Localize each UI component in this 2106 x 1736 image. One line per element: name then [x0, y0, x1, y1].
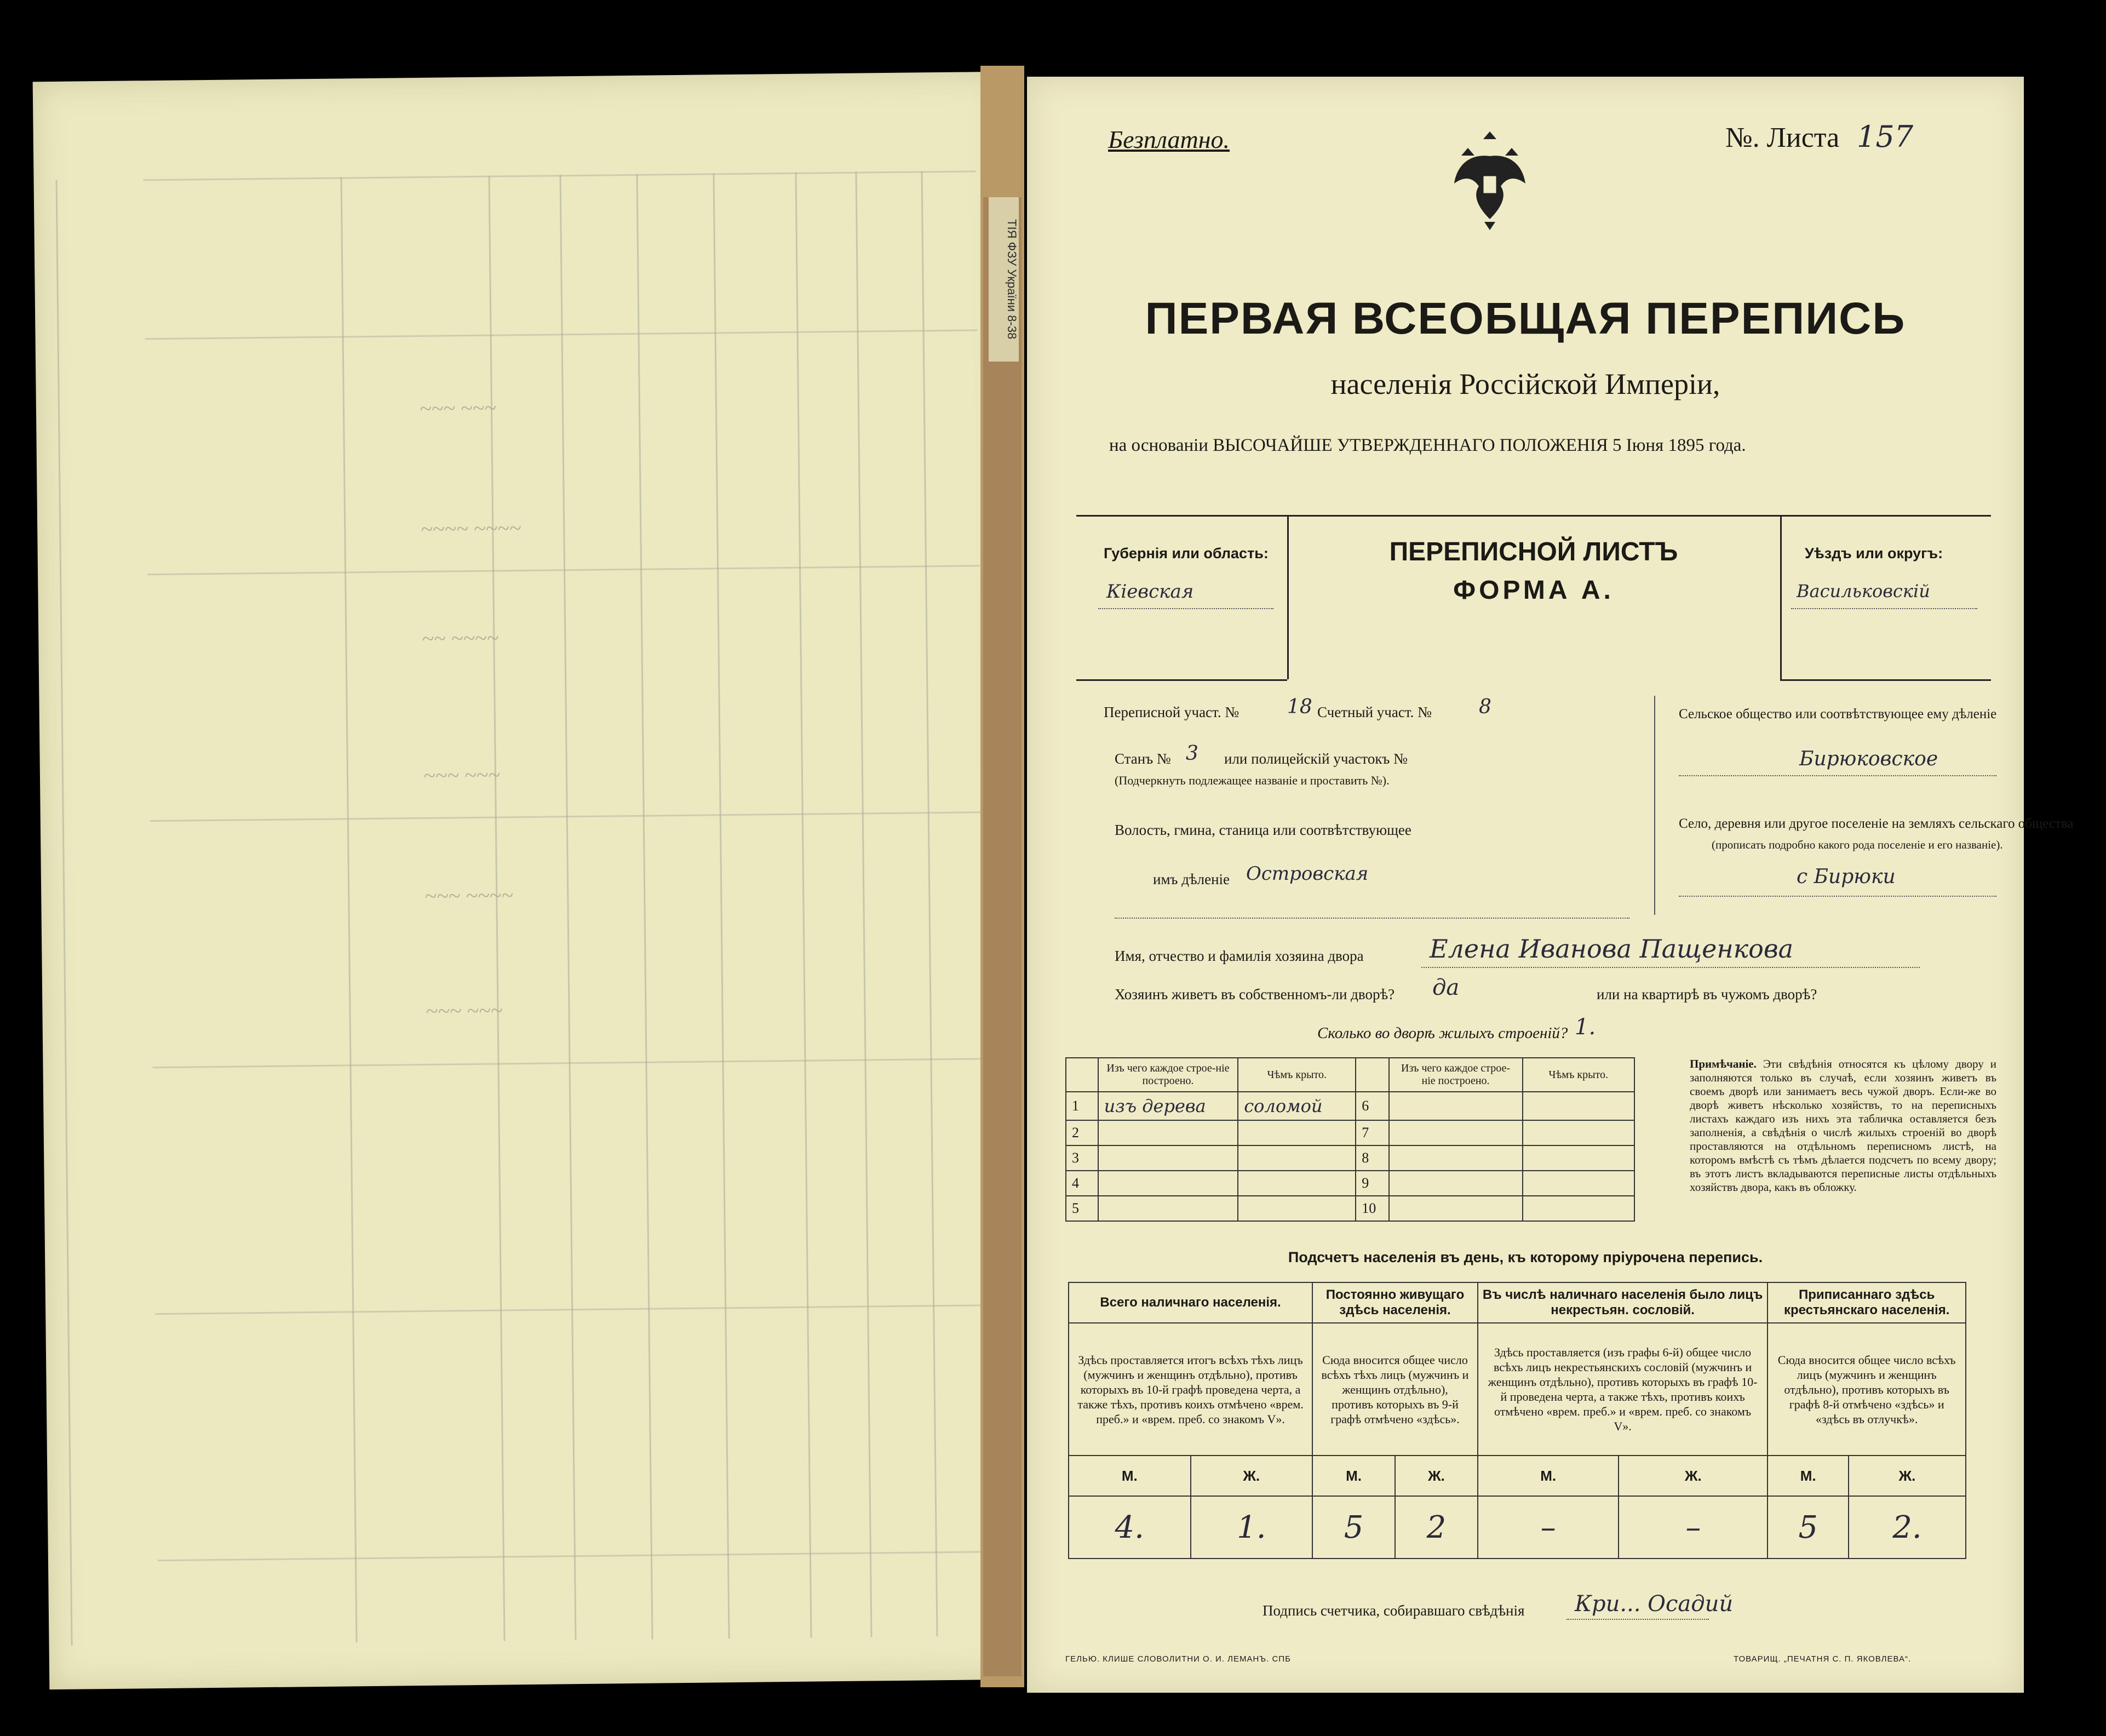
village-value: с Бирюки	[1797, 866, 1896, 888]
registered-male-value: 5	[1768, 1496, 1849, 1559]
roof-cell: соломой	[1238, 1092, 1356, 1120]
male-header: М.	[1069, 1456, 1191, 1496]
left-page	[33, 72, 1019, 1689]
grid-line	[855, 172, 872, 1637]
permanent-female-value: 2	[1395, 1496, 1478, 1559]
field-divider	[1654, 696, 1655, 915]
binding-spine-inner	[983, 197, 1022, 1676]
right-page	[1027, 77, 2074, 1693]
totals-table	[1068, 1282, 1966, 1559]
note-label: Примѣчаніе.	[1690, 1057, 1757, 1070]
col-registered-title: Приписаннаго здѣсь крестьянскаго населенія.	[1768, 1282, 1966, 1323]
signature-value: Кри... Осадий	[1575, 1591, 1734, 1617]
village-label: Село, деревня или другое поселеніе на земляхъ сельскаго общества	[1679, 816, 2074, 831]
society-label: Сельское общество или соотвѣтствующее ему дѣленіе	[1679, 707, 1997, 721]
rent-label: или на квартирѣ въ чужомъ дворѣ?	[1597, 986, 1817, 1002]
form-title: ФОРМА А.	[1453, 576, 1614, 605]
material-cell: изъ дерева	[1098, 1092, 1238, 1120]
buildings-value: 1.	[1575, 1015, 1596, 1040]
female-header: Ж.	[1191, 1456, 1313, 1496]
col-material-header: Изъ чего каждое строе-ніе построено.	[1389, 1058, 1523, 1092]
volost-value: Островская	[1246, 863, 1369, 885]
volost-label-2: имъ дѣленіе	[1153, 871, 1230, 887]
total-female-value: 1.	[1191, 1496, 1313, 1559]
district-value: Васильковскій	[1797, 581, 1930, 601]
note-text: Эти свѣдѣнія относятся къ цѣлому двору и заполняются только въ случаѣ, если хозяинъ живетъ въ своемъ дворѣ или занимаетъ весь чужой дворъ. Если-же во дворѣ живетъ нѣсколько хозяйствъ, то на переписныхъ листахъ каждаго изъ нихъ эта табличка оставляется безъ заполненія, а свѣдѣнія о числѣ жилыхъ строеній во дворѣ проставляются на отдѣльномъ переписномъ листѣ, на которомъ вмѣстѣ съ тѣмъ дѣлается подсчетъ по всему двору; въ этотъ листъ вкладываются переписные листы отдѣльныхъ хозяйствъ двора, какъ въ обложку.	[1690, 1057, 1997, 1194]
decree-basis: на основаніи ВЫСОЧАЙШЕ УТВЕРЖДЕННАГО ПОЛОЖЕНІЯ 5 Іюня 1895 года.	[1109, 436, 1746, 455]
sheet-number-label: №. Листа	[1725, 122, 1840, 153]
right-printer-credit: ТОВАРИЩ. „ПЕЧАТНЯ С. П. ЯКОВЛЕВА“.	[1734, 1654, 1912, 1664]
bleed-through-text: ~~ ~~~~	[422, 625, 499, 651]
signature-label: Подпись счетчика, собиравшаго свѣдѣнія	[1263, 1602, 1525, 1619]
female-header: Ж.	[1849, 1456, 1966, 1496]
sheet-title: ПЕРЕПИСНОЙ ЛИСТЪ	[1389, 537, 1678, 566]
table-row: 5 10	[1066, 1196, 1634, 1221]
table-row: 1 изъ дерева соломой 6	[1066, 1092, 1634, 1120]
archive-stamp	[989, 197, 1019, 362]
grid-line	[341, 177, 358, 1642]
census-area-label: Переписной участ. №	[1104, 704, 1240, 720]
col-permanent-desc: Сюда вносится общее число всѣхъ тѣхъ лицъ (мужчинъ и женщинъ отдѣльно), противъ которыхъ въ 9-й графѣ отмѣчено «здѣсь».	[1312, 1323, 1478, 1456]
volost-label-1: Волость, гмина, станица или соотвѣтствующее	[1115, 822, 1411, 838]
bleed-through-text: ~~~ ~~~	[423, 762, 501, 788]
col-roof-header: Чѣмъ крыто.	[1238, 1058, 1356, 1092]
non-peasant-female-value: –	[1619, 1496, 1768, 1559]
census-area-value: 18	[1287, 696, 1312, 718]
sheet-number-value: 157	[1857, 119, 1914, 154]
grid-line	[713, 173, 730, 1638]
buildings-label: Сколько во дворѣ жилыхъ строеній?	[1317, 1024, 1568, 1042]
own-yard-value: да	[1432, 975, 1460, 1000]
permanent-male-value: 5	[1312, 1496, 1395, 1559]
stan-label: Станъ №	[1115, 750, 1171, 767]
double-headed-eagle-emblem	[1449, 123, 1531, 233]
total-male-value: 4.	[1069, 1496, 1191, 1559]
society-value: Бирюковское	[1799, 748, 1938, 770]
col-permanent-title: Постоянно живущаго здѣсь населенія.	[1312, 1282, 1478, 1323]
free-label: Безплатно.	[1108, 125, 1230, 153]
bleed-through-text: ~~~ ~~~	[419, 395, 497, 421]
table-row: 3 8	[1066, 1145, 1634, 1171]
stan-note: (Подчеркнуть подлежащее названіе и проставить №).	[1115, 774, 1390, 787]
non-peasant-male-value: –	[1478, 1496, 1619, 1559]
buildings-table	[1065, 1057, 1635, 1222]
female-header: Ж.	[1619, 1456, 1768, 1496]
page-title: ПЕРВАЯ ВСЕОБЩАЯ ПЕРЕПИСЬ	[1145, 294, 1906, 343]
stan-value: 3	[1186, 742, 1198, 765]
counting-area-value: 8	[1479, 696, 1491, 718]
left-printer-credit: ГЕЛЬЮ. КЛИШЕ СЛОВОЛИТНИ О. И. ЛЕМАНЪ. СПБ	[1065, 1654, 1291, 1664]
owner-label: Имя, отчество и фамилія хозяина двора	[1115, 948, 1364, 964]
male-header: М.	[1768, 1456, 1849, 1496]
district-label: Уѣздъ или округъ:	[1805, 545, 1943, 562]
male-header: М.	[1312, 1456, 1395, 1496]
col-material-header: Изъ чего каждое строе-ніе построено.	[1098, 1058, 1238, 1092]
table-row: 2 7	[1066, 1120, 1634, 1145]
registered-female-value: 2.	[1849, 1496, 1966, 1559]
totals-heading: Подсчетъ населенія въ день, къ которому пріурочена перепись.	[1288, 1249, 1763, 1265]
grid-line	[560, 175, 577, 1640]
bleed-through-text: ~~~~ ~~~~	[421, 515, 521, 541]
own-yard-label: Хозяинъ живетъ въ собственномъ-ли дворѣ?	[1115, 986, 1395, 1002]
province-value: Кіевская	[1106, 581, 1194, 603]
male-header: М.	[1478, 1456, 1619, 1496]
table-row: 4 9	[1066, 1171, 1634, 1196]
owner-value: Елена Иванова Пащенкова	[1430, 934, 1794, 964]
note-block	[1690, 1057, 1996, 1194]
col-non-peasant-desc: Здѣсь проставляется (изъ графы 6-й) общее число всѣхъ лицъ некрестьянскихъ сословій (мужчинъ и женщинъ отдѣльно), противъ которыхъ въ графѣ 10-й проведена черта, а также тѣхъ, противъ коихъ отмѣчено «врем. преб.» и «врем. преб. со знакомъ V».	[1478, 1323, 1768, 1456]
col-roof-header: Чѣмъ крыто.	[1523, 1058, 1634, 1092]
col-registered-desc: Сюда вносится общее число всѣхъ лицъ (мужчинъ и женщинъ отдѣльно), противъ которыхъ въ графѣ 8-й отмѣчено «здѣсь» и «здѣсь въ отлучкѣ».	[1768, 1323, 1966, 1456]
grid-line	[795, 173, 812, 1638]
form-box	[1076, 515, 1991, 679]
female-header: Ж.	[1395, 1456, 1478, 1496]
bleed-through-text: ~~~ ~~~~	[424, 883, 513, 908]
bleed-through-text: ~~~ ~~~	[426, 998, 503, 1023]
village-note: (прописать подробно какого рода поселеніе и его названіе).	[1712, 838, 2003, 851]
grid-line	[56, 180, 73, 1646]
page-subtitle: населенія Россійской Имперіи,	[1330, 368, 1720, 400]
col-total-desc: Здѣсь проставляется итогъ всѣхъ тѣхъ лицъ (мужчинъ и женщинъ отдѣльно), противъ которыхъ въ 10-й графѣ проведена черта, а также тѣхъ, противъ коихъ отмѣчено «врем. преб.» и «врем. преб. со знакомъ V».	[1069, 1323, 1312, 1456]
counting-area-label: Счетный участ. №	[1317, 704, 1432, 720]
province-label: Губернія или область:	[1104, 545, 1269, 562]
archive-stamp-text: ТІЯ ФЗУ України 8-38	[1005, 219, 1019, 340]
grid-line	[921, 171, 938, 1636]
col-non-peasant-title: Въ числѣ наличнаго населенія было лицъ некрестьян. сословій.	[1478, 1282, 1768, 1323]
col-total-title: Всего наличнаго населенія.	[1069, 1282, 1312, 1323]
grid-line	[636, 174, 653, 1640]
police-label: или полицейскій участокъ №	[1224, 750, 1408, 767]
